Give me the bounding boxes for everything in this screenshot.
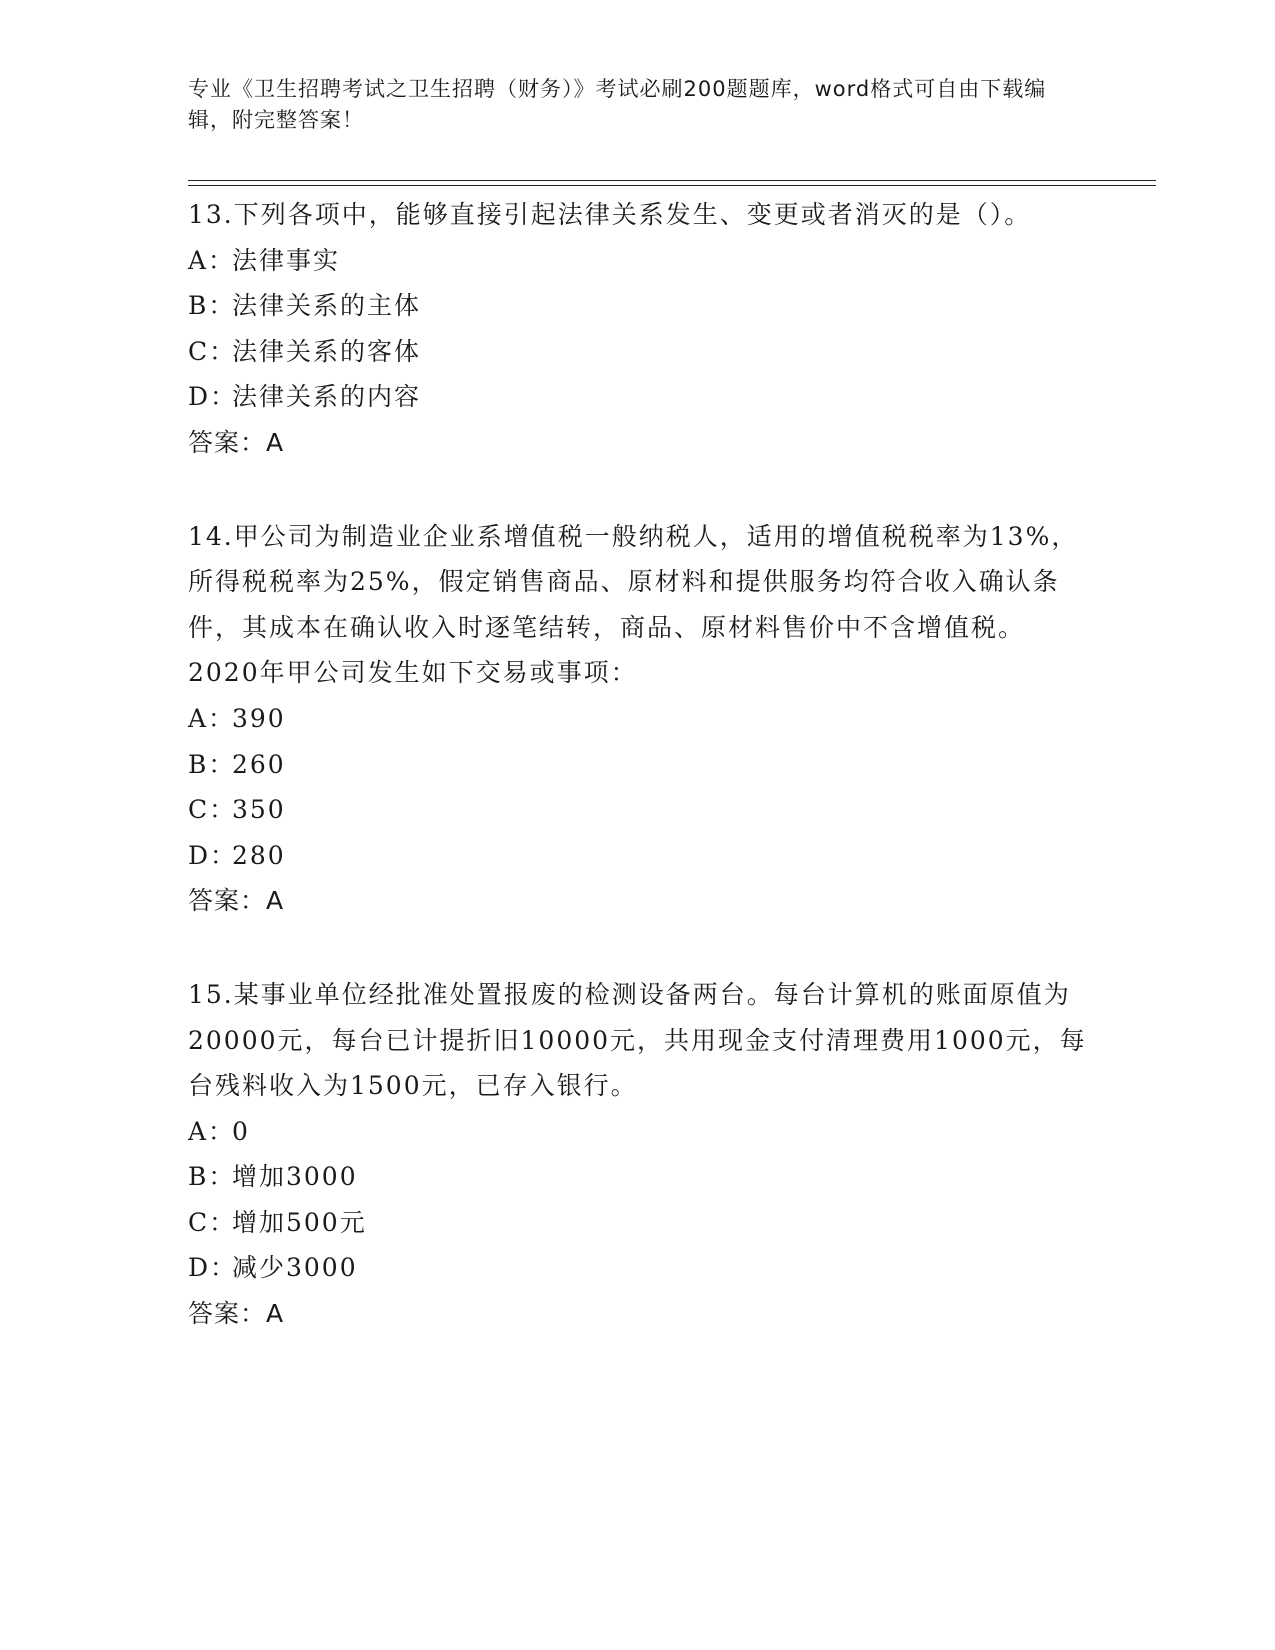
option-a	[188, 238, 1088, 284]
option-b	[188, 283, 1088, 329]
option-text: 0	[232, 1116, 250, 1146]
answer-line: 答案：A	[188, 427, 285, 457]
option-text: 280	[232, 840, 286, 870]
option-c	[188, 1200, 1088, 1246]
header-divider-bottom	[188, 185, 1156, 186]
option-text: 减少3000	[232, 1253, 358, 1283]
option-key: C：	[188, 1207, 237, 1237]
option-key: C：	[188, 795, 237, 825]
option-b	[188, 742, 1088, 788]
option-key: A：	[188, 245, 236, 275]
option-d	[188, 374, 1088, 420]
question-stem: 14.甲公司为制造业企业系增值税一般纳税人，适用的增值税税率为13%，所得税税率为25%，假定销售商品、原材料和提供服务均符合收入确认条件，其成本在确认收入时逐笔结转，商品、原材料售价中不含增值税。2020年甲公司发生如下交易或事项：	[188, 521, 1079, 688]
document-header: 专业《卫生招聘考试之卫生招聘（财务）》考试必刷200题题库，word格式可自由下载编辑，附完整答案！	[188, 77, 1047, 132]
option-text: 增加500元	[232, 1207, 367, 1237]
option-key: B：	[188, 291, 236, 321]
option-a	[188, 1109, 1088, 1155]
question-15	[188, 972, 1088, 1337]
question-list	[188, 192, 1088, 1337]
question-13	[188, 192, 1088, 466]
question-stem: 15.某事业单位经批准处置报废的检测设备两台。每台计算机的账面原值为20000元，每台已计提折旧10000元，共用现金支付清理费用1000元，每台残料收入为1500元，已存入银行。	[188, 979, 1087, 1101]
option-key: B：	[188, 749, 236, 779]
question-spacer	[188, 924, 1088, 972]
option-key: B：	[188, 1162, 236, 1192]
option-text: 法律关系的客体	[232, 336, 422, 366]
option-key: D：	[188, 1253, 238, 1283]
option-key: D：	[188, 382, 238, 412]
option-c	[188, 787, 1088, 833]
header-divider-top	[188, 180, 1156, 181]
option-text: 260	[232, 749, 286, 779]
option-key: C：	[188, 336, 237, 366]
option-text: 350	[232, 795, 286, 825]
question-14	[188, 514, 1088, 924]
question-spacer	[188, 466, 1088, 514]
option-c	[188, 329, 1088, 375]
option-text: 增加3000	[232, 1162, 358, 1192]
option-text: 法律事实	[232, 245, 341, 275]
option-d	[188, 833, 1088, 879]
answer-line: 答案：A	[188, 1299, 285, 1329]
option-text: 390	[232, 703, 286, 733]
option-a	[188, 696, 1088, 742]
option-d	[188, 1245, 1088, 1291]
option-b	[188, 1154, 1088, 1200]
answer-line: 答案：A	[188, 886, 285, 916]
option-text: 法律关系的主体	[232, 291, 422, 321]
option-text: 法律关系的内容	[232, 382, 422, 412]
option-key: D：	[188, 840, 238, 870]
option-key: A：	[188, 703, 236, 733]
option-key: A：	[188, 1116, 236, 1146]
question-stem: 13.下列各项中，能够直接引起法律关系发生、变更或者消灭的是（）。	[188, 200, 1032, 229]
